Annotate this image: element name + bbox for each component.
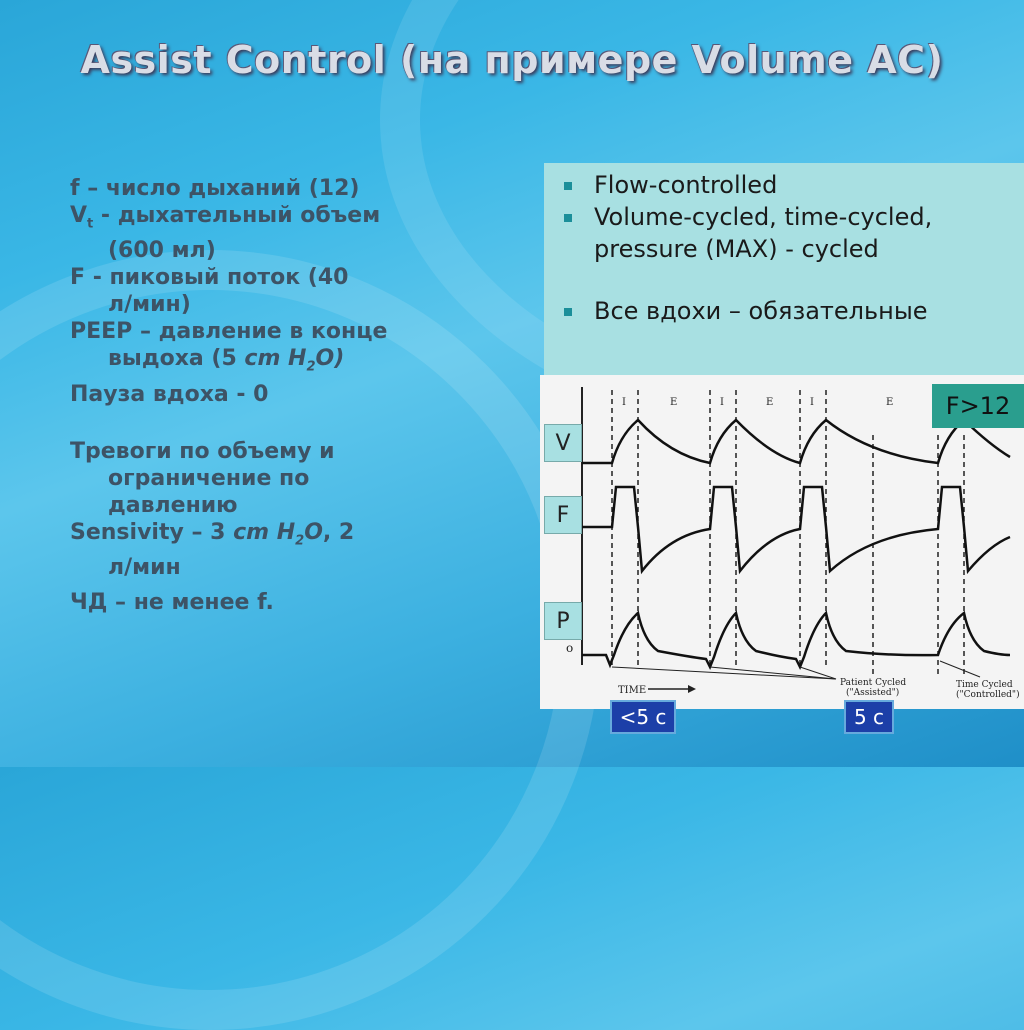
alarm-line: ограничение по [108,465,310,491]
phase-label: I [810,397,814,408]
frequency-badge: F>12 [932,384,1024,428]
phase-label: E [670,397,678,408]
peak-flow-parameter-cont: л/мин) [108,292,191,318]
bullet-icon [564,214,572,222]
zero-label: o [566,641,574,655]
bullet-icon [564,182,572,190]
pause-parameter: Пауза вдоха - 0 [70,381,269,407]
peep-parameter-cont: выдоха (5 cm $H_2O$) [108,346,345,375]
alarm-line: Тревоги по объему и [70,438,335,464]
phase-label: I [720,397,724,408]
slide-title: Assist Control (на примере Volume AC) [80,38,944,82]
parameter-list [70,175,490,616]
annotation-assisted: ("Assisted") [846,688,900,698]
sensitivity-parameter: Sensivity – 3 cm $H_2O$, 2 [70,519,355,549]
property-item: Volume-cycled, time-cycled, pressure (MAX) - cycled [558,201,1018,265]
property-item: Все вдохи – обязательные [558,295,1018,327]
annotation-patient-cycled: Patient Cycled [840,678,907,688]
mode-properties-panel [544,163,1024,375]
properties-list [558,169,1018,327]
property-item: Flow-controlled [558,169,1018,201]
pressure-curve [582,613,1010,667]
phase-label: E [766,397,774,408]
interval-badge-short: <5 с [610,700,676,734]
vt-parameter-cont: (600 мл) [108,238,216,264]
bullet-icon [564,308,572,316]
time-label: TIME [618,685,647,696]
alarm-line: давлению [108,492,238,518]
interval-badge-5s: 5 с [844,700,894,734]
peak-flow-parameter: F - пиковый поток (40 [70,265,349,291]
annotation-time-cycled: Time Cycled [956,680,1013,690]
phase-label: E [886,397,894,408]
f-parameter: f – число дыханий (12) [70,176,360,201]
vt-parameter: $V_t$ - дыхательный объем [70,203,381,232]
peep-parameter: PEEP – давление в конце [70,319,388,345]
phase-label: I [622,397,626,408]
flow-curve [582,487,1010,571]
annotation-controlled: ("Controlled") [956,690,1020,700]
pointer-line [940,661,980,677]
sensitivity-parameter-cont: л/мин [108,555,181,581]
rate-note: ЧД – не менее f. [70,590,274,616]
pressure-label: P [544,602,582,640]
time-arrowhead [688,685,696,693]
flow-label: F [544,496,582,534]
volume-label: V [544,424,582,462]
